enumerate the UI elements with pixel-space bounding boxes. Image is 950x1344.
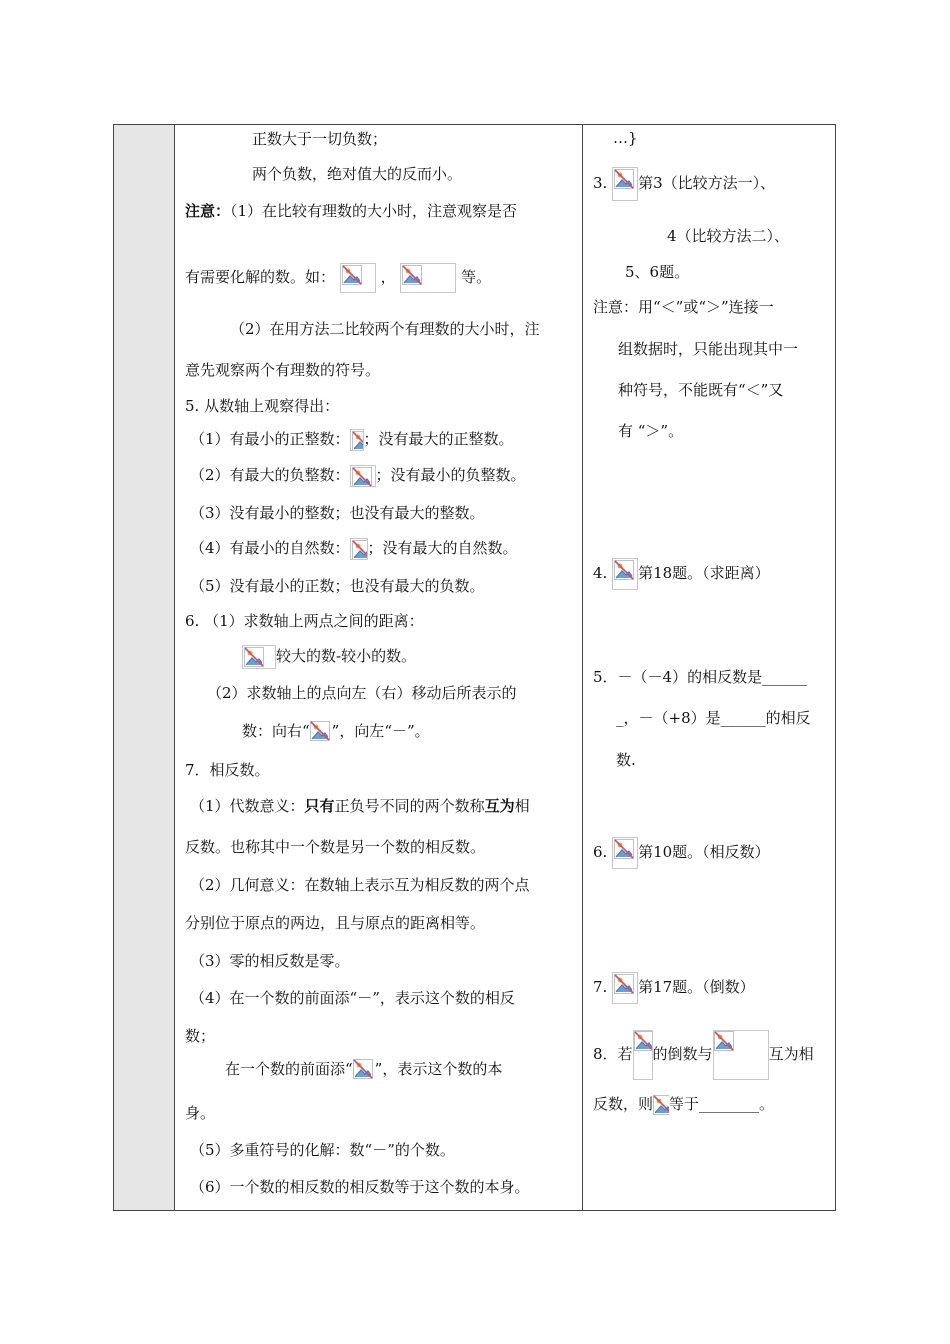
text-line: 反数，则	[593, 1095, 654, 1113]
text-line: （3）没有最小的整数；也没有最大的整数。	[190, 504, 485, 522]
text-line: 身。	[185, 1104, 216, 1122]
broken-image-icon	[350, 429, 364, 451]
text-line: 5、6题。	[625, 263, 690, 281]
text-line: 数；	[185, 1027, 216, 1045]
text-line: 组数据时，只能出现其中一	[618, 340, 799, 358]
text-line: 数.	[616, 751, 636, 769]
note-label: 注意：	[185, 202, 231, 220]
text-line: 等。	[461, 268, 492, 286]
section-heading: 5. 从数轴上观察得出：	[185, 397, 340, 415]
text-line: （4）在一个数的前面添“－”，表示这个数的相反	[190, 989, 515, 1007]
text-line: 数：向右“	[242, 722, 310, 740]
text-line: ”，向左“－”。	[331, 722, 430, 740]
section-heading: 6. （1）求数轴上两点之间的距离：	[185, 612, 424, 630]
broken-image-icon	[633, 1030, 653, 1080]
text-line: ”，表示这个数的本	[374, 1060, 503, 1078]
broken-image-icon	[713, 1030, 769, 1080]
text-line: （1）在比较有理数的大小时，注意观察是否	[230, 202, 518, 220]
text-line: 第17题。（倒数）	[638, 978, 755, 996]
broken-image-icon	[310, 721, 332, 743]
text-line: 分别位于原点的两边，且与原点的距离相等。	[185, 914, 486, 932]
broken-image-icon	[612, 837, 638, 869]
broken-image-icon	[340, 263, 376, 293]
broken-image-icon	[653, 1095, 669, 1115]
text-line: （2）几何意义：在数轴上表示互为相反数的两个点	[190, 876, 530, 894]
text-line: …}	[613, 129, 638, 147]
text-line: （5）多重符号的化解：数“－”的个数。	[190, 1141, 455, 1159]
broken-image-icon	[350, 538, 368, 560]
text-line: ；没有最大的自然数。	[367, 539, 518, 557]
broken-image-icon	[400, 263, 456, 293]
text-line: （2）有最大的负整数：	[190, 466, 350, 484]
text-line: 4（比较方法二）、	[667, 227, 790, 245]
text-line: _，－（+8）是______的相反	[616, 709, 811, 727]
broken-image-icon	[242, 645, 276, 669]
text-line: 意先观察两个有理数的符号。	[185, 361, 381, 379]
emphasis-text: 只有	[304, 797, 335, 815]
text-line: 第10题。（相反数）	[638, 843, 770, 861]
text-line: （6）一个数的相反数的相反数等于这个数的本身。	[190, 1178, 530, 1196]
text-line: （1）有最小的正整数：	[190, 430, 350, 448]
text-line: 两个负数，绝对值大的反而小。	[252, 165, 463, 183]
text-line: 的倒数与	[652, 1045, 713, 1063]
broken-image-icon	[612, 167, 638, 201]
text-line: 等于________。	[669, 1095, 775, 1113]
text-line: 第18题。（求距离）	[638, 564, 770, 582]
text-line: 在一个数的前面添“	[225, 1060, 353, 1078]
broken-image-icon	[612, 972, 638, 1004]
text-line: 第3（比较方法一）、	[638, 174, 776, 192]
section-heading: 7．相反数。	[185, 761, 270, 779]
emphasis-text: 互为	[484, 797, 515, 815]
text-line: 8．若	[593, 1045, 633, 1063]
left-gray-column	[114, 125, 175, 1210]
text-line: 种符号，不能既有“＜”又	[618, 381, 784, 399]
broken-image-icon	[350, 465, 376, 487]
text-line: 3.	[593, 174, 608, 192]
text-line: ；没有最大的正整数。	[363, 430, 514, 448]
text-line: （3）零的相反数是零。	[190, 952, 350, 970]
text-line: （2）求数轴上的点向左（右）移动后所表示的	[207, 684, 517, 702]
text-line: （4）有最小的自然数：	[190, 539, 350, 557]
text-line: 5．－（－4）的相反数是______	[593, 668, 808, 686]
text-line: （1）代数意义：	[190, 797, 305, 815]
text-line: 7.	[593, 978, 608, 996]
content-table	[113, 124, 836, 1211]
text-line: 有 “＞”。	[618, 422, 684, 440]
broken-image-icon	[353, 1059, 375, 1081]
text-line: ；没有最小的负整数。	[375, 466, 526, 484]
text-line: 4.	[593, 564, 608, 582]
text-line: 注意：用“＜”或“＞”连接一	[593, 298, 774, 316]
broken-image-icon	[612, 558, 638, 590]
text-line: ，	[380, 268, 396, 286]
text-line: 6.	[593, 843, 608, 861]
text-line: 反数。也称其中一个数是另一个数的相反数。	[185, 838, 486, 856]
text-line: （2）在用方法二比较两个有理数的大小时，注	[230, 320, 540, 338]
exercise-column	[583, 125, 837, 1210]
text-line: 互为相	[768, 1045, 814, 1063]
text-line: 正负号不同的两个数称	[334, 797, 485, 815]
text-line: 正数大于一切负数；	[252, 130, 388, 148]
text-line: （5）没有最小的正数；也没有最大的负数。	[190, 577, 485, 595]
text-line: 相	[514, 797, 530, 815]
knowledge-column	[175, 125, 583, 1210]
text-line: 有需要化解的数。如：	[185, 268, 336, 286]
text-line: 较大的数-较小的数。	[276, 647, 417, 665]
